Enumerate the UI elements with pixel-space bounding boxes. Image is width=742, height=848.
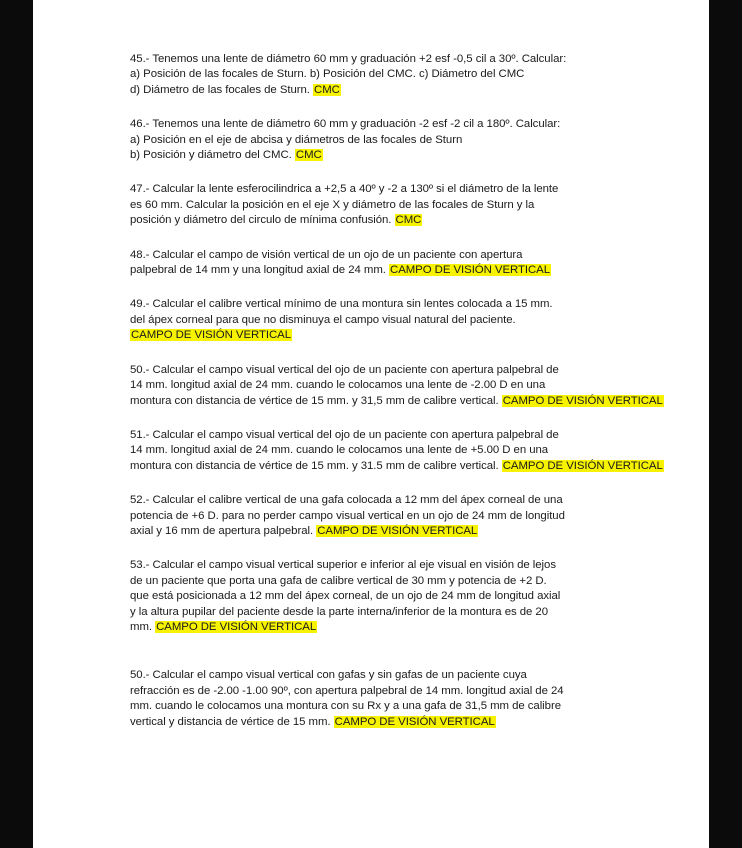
- problem-text: 49.- Calcular el calibre vertical mínimo de una montura sin lentes colocada a 15 mm.: [130, 298, 553, 311]
- problem-text: 50.- Calcular el campo visual vertical del ojo de un paciente con apertura palpebral de: [130, 363, 559, 376]
- problem-text-line: [130, 133, 640, 148]
- topic-highlight-tag: CAMPO DE VISIÓN VERTICAL: [131, 329, 291, 342]
- problem-text-line: [130, 117, 640, 132]
- problem-text: vertical y distancia de vértice de 15 mm.: [130, 715, 331, 728]
- problem-text-line: [130, 443, 640, 458]
- problem-text-line: [130, 493, 640, 508]
- problem-text-line: [130, 148, 640, 163]
- problem-text-line: [130, 605, 640, 620]
- problem-text-line: [130, 620, 640, 635]
- problem-text: 52.- Calcular el calibre vertical de una gafa colocada a 12 mm del ápex corneal de una: [130, 494, 563, 507]
- problem-text: 53.- Calcular el campo visual vertical superior e inferior al eje visual en visión de lejos: [130, 559, 556, 572]
- problem-text-line: [130, 378, 640, 393]
- problem-item: [130, 668, 640, 730]
- problem-text-line: [130, 684, 640, 699]
- problem-item: [130, 117, 640, 163]
- problem-item: [130, 297, 640, 343]
- problem-item: [130, 182, 640, 228]
- problem-text-line: [130, 668, 640, 683]
- problem-text: 50.- Calcular el campo visual vertical con gafas y sin gafas de un paciente cuya: [130, 669, 527, 682]
- problem-text: palpebral de 14 mm y una longitud axial de 24 mm.: [130, 264, 386, 277]
- problem-text-line: [130, 297, 640, 312]
- topic-highlight-tag: CAMPO DE VISIÓN VERTICAL: [317, 524, 478, 537]
- problem-item: [130, 52, 640, 98]
- problem-text: es 60 mm. Calcular la posición en el eje X y diámetro de las focales de Sturn y la: [130, 198, 535, 211]
- problem-text-line: [130, 363, 640, 378]
- problem-text: refracción es de -2.00 -1.00 90º, con apertura palpebral de 14 mm. longitud axial de 24: [130, 684, 564, 697]
- problem-item: [130, 428, 663, 474]
- topic-highlight-tag: CAMPO DE VISIÓN VERTICAL: [156, 620, 317, 633]
- topic-highlight-tag: CMC: [395, 214, 422, 227]
- problem-item: [130, 493, 640, 539]
- problem-text-line: [130, 213, 640, 228]
- problem-text: 46.- Tenemos una lente de diámetro 60 mm y graduación -2 esf -2 cil a 180º. Calcular:: [130, 118, 561, 131]
- problem-item: [130, 363, 663, 409]
- document-page: [33, 0, 709, 848]
- topic-highlight-tag: CAMPO DE VISIÓN VERTICAL: [334, 715, 495, 728]
- problem-text: que está posicionada a 12 mm del ápex corneal, de un ojo de 24 mm de longitud axial: [130, 590, 561, 603]
- problem-text-line: [130, 509, 640, 524]
- problem-text-line: [130, 428, 640, 443]
- problem-text: de un paciente que porta una gafa de calibre vertical de 30 mm y potencia de +2 D.: [130, 574, 547, 587]
- problem-text-line: [130, 715, 640, 730]
- problem-text: montura con distancia de vértice de 15 mm. y 31.5 mm de calibre vertical.: [130, 459, 499, 472]
- problem-text-line: [130, 699, 640, 714]
- topic-highlight-tag: CMC: [295, 149, 322, 162]
- problem-text-line: [130, 182, 640, 197]
- problem-text: 45.- Tenemos una lente de diámetro 60 mm y graduación +2 esf -0,5 cil a 30º. Calcular:: [130, 53, 567, 65]
- problem-text-line: [130, 67, 640, 82]
- problem-text: mm.: [130, 620, 152, 633]
- problem-text-line: [130, 198, 640, 213]
- topic-highlight-tag: CAMPO DE VISIÓN VERTICAL: [502, 394, 663, 407]
- problem-text: d) Diámetro de las focales de Sturn.: [130, 83, 310, 96]
- problem-text-line: [130, 328, 640, 343]
- problem-text: 47.- Calcular la lente esferocilindrica a +2,5 a 40º y -2 a 130º si el diámetro de la lente: [130, 183, 559, 196]
- problem-text-line: [130, 248, 640, 263]
- problem-text-line: [130, 558, 640, 573]
- problem-text: 14 mm. longitud axial de 24 mm. cuando le colocamos una lente de -2.00 D en una: [130, 379, 546, 392]
- problem-text-line: [130, 394, 663, 409]
- problem-text: axial y 16 mm de apertura palpebral.: [130, 524, 314, 537]
- problem-text: mm. cuando le colocamos una montura con su Rx y a una gafa de 31,5 mm de calibre: [130, 700, 561, 713]
- problem-text: 14 mm. longitud axial de 24 mm. cuando le colocamos una lente de +5.00 D en una: [130, 444, 549, 457]
- problem-text: posición y diámetro del circulo de mínima confusión.: [130, 214, 392, 227]
- problem-text-line: [130, 459, 663, 474]
- problem-item: [130, 558, 640, 635]
- problem-text-line: [130, 52, 640, 67]
- problem-text: a) Posición de las focales de Sturn. b) Posición del CMC. c) Diámetro del CMC: [130, 68, 525, 81]
- problem-text-line: [130, 263, 640, 278]
- topic-highlight-tag: CAMPO DE VISIÓN VERTICAL: [390, 264, 551, 277]
- problem-text-line: [130, 313, 640, 328]
- topic-highlight-tag: CMC: [314, 83, 340, 96]
- problem-text-line: [130, 574, 640, 589]
- problem-list: [130, 52, 663, 749]
- problem-text: 48.- Calcular el campo de visión vertical de un ojo de un paciente con apertura: [130, 248, 523, 261]
- problem-item: [130, 248, 640, 279]
- problem-text-line: [130, 524, 640, 539]
- problem-text-line: [130, 83, 640, 98]
- problem-text: potencia de +6 D. para no perder campo visual vertical en un ojo de 24 mm de longitud: [130, 509, 565, 522]
- topic-highlight-tag: CAMPO DE VISIÓN VERTICAL: [502, 459, 663, 472]
- problem-text: 51.- Calcular el campo visual vertical del ojo de un paciente con apertura palpebral de: [130, 428, 559, 441]
- problem-text: b) Posición y diámetro del CMC.: [130, 149, 292, 162]
- problem-text: a) Posición en el eje de abcisa y diámetros de las focales de Sturn: [130, 133, 463, 146]
- problem-text: montura con distancia de vértice de 15 mm. y 31,5 mm de calibre vertical.: [130, 394, 499, 407]
- problem-text: y la altura pupilar del paciente desde la parte interna/inferior de la montura es de 20: [130, 605, 549, 618]
- problem-text-line: [130, 589, 640, 604]
- problem-text: del ápex corneal para que no disminuya el campo visual natural del paciente.: [130, 313, 516, 326]
